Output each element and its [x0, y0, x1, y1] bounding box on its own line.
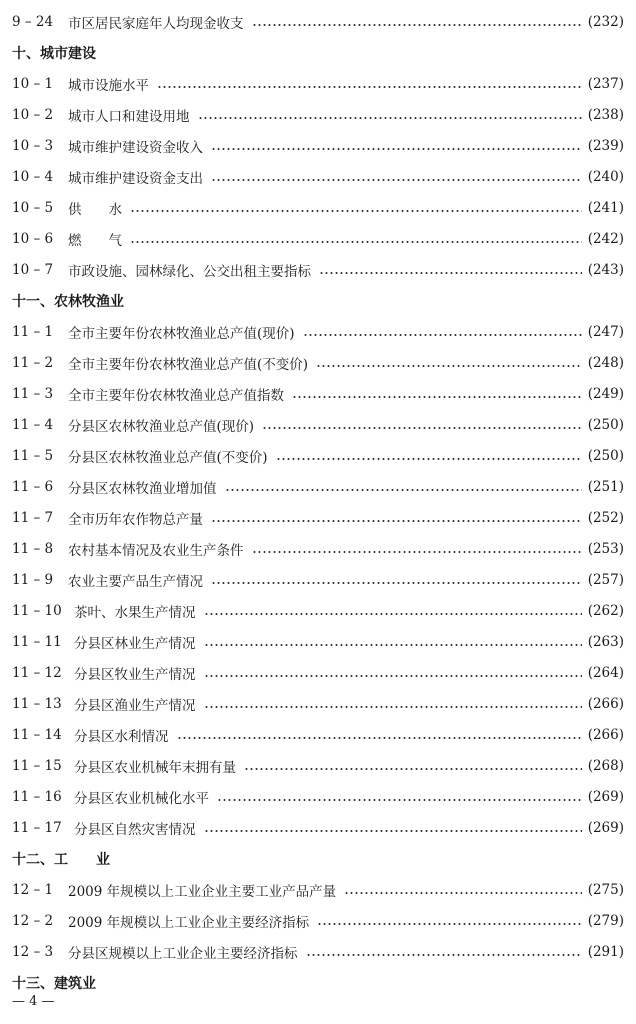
- dot-leader: [344, 892, 582, 894]
- entry-number: 11 – 17: [12, 819, 62, 836]
- toc-entry[interactable]: [12, 409, 624, 440]
- entry-number: 11 – 5: [12, 447, 54, 464]
- entry-title: 分县区林业生产情况: [74, 635, 196, 652]
- dot-leader: [130, 241, 582, 243]
- toc-entry[interactable]: [12, 223, 624, 254]
- entry-page: (232): [587, 13, 624, 30]
- section-title: 十、城市建设: [12, 45, 96, 62]
- entry-title: 城市维护建设资金支出: [68, 170, 203, 187]
- entry-page: (262): [587, 602, 624, 619]
- entry-title: 全市主要年份农林牧渔业总产值(不变价): [68, 356, 309, 373]
- section-heading: [12, 843, 624, 874]
- entry-page: (243): [587, 261, 624, 278]
- entry-page: (266): [587, 726, 624, 743]
- entry-title: 市政设施、园林绿化、公交出租主要指标: [68, 263, 311, 280]
- entry-title: 农村基本情况及农业生产条件: [68, 542, 244, 559]
- dot-leader: [319, 272, 582, 274]
- dot-leader: [204, 675, 583, 677]
- entry-page: (240): [587, 168, 624, 185]
- dot-leader: [211, 179, 582, 181]
- entry-title: 分县区农业机械年末拥有量: [74, 759, 236, 776]
- entry-page: (291): [587, 943, 624, 960]
- entry-title: 燃 气: [68, 232, 122, 249]
- section-title: 十三、建筑业: [12, 975, 96, 992]
- toc-entry[interactable]: [12, 254, 624, 285]
- dot-leader: [204, 830, 583, 832]
- section-title: 十二、工 业: [12, 851, 110, 868]
- entry-number: 11 – 15: [12, 757, 62, 774]
- toc-entry[interactable]: [12, 440, 624, 471]
- entry-title: 全市主要年份农林牧渔业总产值指数: [68, 387, 284, 404]
- entry-title: 分县区水利情况: [74, 728, 169, 745]
- toc-entry[interactable]: [12, 626, 624, 657]
- toc-entry[interactable]: [12, 533, 624, 564]
- entry-page: (269): [587, 819, 624, 836]
- toc-entry[interactable]: [12, 130, 624, 161]
- entry-number: 11 – 7: [12, 509, 54, 526]
- toc-entry[interactable]: [12, 564, 624, 595]
- dot-leader: [276, 458, 582, 460]
- entry-page: (239): [587, 137, 624, 154]
- dot-leader: [316, 365, 582, 367]
- entry-title: 分县区规模以上工业企业主要经济指标: [68, 945, 298, 962]
- dot-leader: [204, 706, 583, 708]
- dot-leader: [262, 427, 582, 429]
- entry-title: 分县区农业机械化水平: [74, 790, 209, 807]
- entry-number: 12 – 2: [12, 912, 54, 929]
- entry-number: 10 – 5: [12, 199, 54, 216]
- entry-page: (268): [587, 757, 624, 774]
- entry-number: 11 – 1: [12, 323, 54, 340]
- toc-entry[interactable]: [12, 719, 624, 750]
- entry-page: (253): [587, 540, 624, 557]
- entry-page: (241): [587, 199, 624, 216]
- dot-leader: [317, 923, 582, 925]
- entry-number: 10 – 2: [12, 106, 54, 123]
- toc-entry[interactable]: [12, 161, 624, 192]
- entry-number: 9 – 24: [12, 13, 54, 30]
- entry-number: 11 – 9: [12, 571, 54, 588]
- table-of-contents: [12, 6, 624, 998]
- dot-leader: [177, 737, 583, 739]
- entry-number: 11 – 3: [12, 385, 54, 402]
- entry-page: (252): [587, 509, 624, 526]
- dot-leader: [306, 954, 583, 956]
- entry-title: 分县区自然灾害情况: [74, 821, 196, 838]
- dot-leader: [204, 613, 583, 615]
- entry-page: (247): [587, 323, 624, 340]
- entry-title: 分县区渔业生产情况: [74, 697, 196, 714]
- entry-page: (266): [587, 695, 624, 712]
- toc-entry[interactable]: [12, 905, 624, 936]
- entry-number: 11 – 8: [12, 540, 54, 557]
- entry-title: 供 水: [68, 201, 122, 218]
- dot-leader: [244, 768, 582, 770]
- dot-leader: [225, 489, 583, 491]
- section-heading: [12, 285, 624, 316]
- section-heading: [12, 967, 624, 998]
- entry-page: (257): [587, 571, 624, 588]
- entry-title: 2009 年规模以上工业企业主要工业产品产量: [68, 883, 337, 900]
- entry-title: 全市主要年份农林牧渔业总产值(现价): [68, 325, 295, 342]
- entry-number: 11 – 4: [12, 416, 54, 433]
- entry-title: 市区居民家庭年人均现金收支: [68, 15, 244, 32]
- entry-number: 12 – 3: [12, 943, 54, 960]
- toc-entry[interactable]: [12, 688, 624, 719]
- entry-page: (250): [587, 447, 624, 464]
- entry-page: (249): [587, 385, 624, 402]
- toc-entry[interactable]: [12, 471, 624, 502]
- toc-entry[interactable]: [12, 192, 624, 223]
- entry-number: 11 – 2: [12, 354, 54, 371]
- toc-entry[interactable]: [12, 6, 624, 37]
- entry-title: 分县区农林牧渔业总产值(不变价): [68, 449, 268, 466]
- entry-title: 2009 年规模以上工业企业主要经济指标: [68, 914, 310, 931]
- entry-page: (275): [587, 881, 624, 898]
- entry-title: 城市维护建设资金收入: [68, 139, 203, 156]
- toc-entry[interactable]: [12, 68, 624, 99]
- entry-page: (238): [587, 106, 624, 123]
- dot-leader: [303, 334, 582, 336]
- entry-number: 11 – 13: [12, 695, 62, 712]
- dot-leader: [217, 799, 582, 801]
- toc-entry[interactable]: [12, 750, 624, 781]
- entry-number: 10 – 3: [12, 137, 54, 154]
- entry-page: (250): [587, 416, 624, 433]
- dot-leader: [211, 582, 582, 584]
- toc-entry[interactable]: [12, 936, 624, 967]
- toc-entry[interactable]: [12, 99, 624, 130]
- entry-title: 全市历年农作物总产量: [68, 511, 203, 528]
- entry-number: 11 – 10: [12, 602, 62, 619]
- dot-leader: [292, 396, 582, 398]
- entry-page: (251): [587, 478, 624, 495]
- entry-page: (248): [587, 354, 624, 371]
- entry-number: 10 – 1: [12, 75, 54, 92]
- page-number: — 4 —: [12, 994, 55, 1009]
- entry-number: 11 – 6: [12, 478, 54, 495]
- section-title: 十一、农林牧渔业: [12, 293, 124, 310]
- toc-entry[interactable]: [12, 812, 624, 843]
- entry-page: (279): [587, 912, 624, 929]
- dot-leader: [252, 24, 583, 26]
- dot-leader: [252, 551, 583, 553]
- toc-entry[interactable]: [12, 502, 624, 533]
- toc-entry[interactable]: [12, 347, 624, 378]
- toc-entry[interactable]: [12, 316, 624, 347]
- entry-number: 11 – 14: [12, 726, 62, 743]
- entry-number: 10 – 6: [12, 230, 54, 247]
- entry-number: 10 – 7: [12, 261, 54, 278]
- entry-number: 11 – 11: [12, 633, 62, 650]
- toc-entry[interactable]: [12, 378, 624, 409]
- entry-page: (263): [587, 633, 624, 650]
- entry-number: 11 – 12: [12, 664, 62, 681]
- section-heading: [12, 37, 624, 68]
- entry-page: (242): [587, 230, 624, 247]
- toc-entry[interactable]: [12, 781, 624, 812]
- dot-leader: [204, 644, 583, 646]
- dot-leader: [157, 86, 582, 88]
- entry-page: (269): [587, 788, 624, 805]
- dot-leader: [211, 148, 582, 150]
- entry-title: 城市设施水平: [68, 77, 149, 94]
- toc-entry[interactable]: [12, 595, 624, 626]
- entry-title: 分县区牧业生产情况: [74, 666, 196, 683]
- entry-page: (237): [587, 75, 624, 92]
- toc-entry[interactable]: [12, 657, 624, 688]
- entry-title: 城市人口和建设用地: [68, 108, 190, 125]
- entry-title: 农业主要产品生产情况: [68, 573, 203, 590]
- entry-number: 11 – 16: [12, 788, 62, 805]
- entry-number: 12 – 1: [12, 881, 54, 898]
- entry-number: 10 – 4: [12, 168, 54, 185]
- entry-title: 分县区农林牧渔业增加值: [68, 480, 217, 497]
- toc-entry[interactable]: [12, 874, 624, 905]
- dot-leader: [211, 520, 582, 522]
- entry-page: (264): [587, 664, 624, 681]
- dot-leader: [130, 210, 582, 212]
- entry-title: 茶叶、水果生产情况: [74, 604, 196, 621]
- entry-title: 分县区农林牧渔业总产值(现价): [68, 418, 255, 435]
- dot-leader: [198, 117, 583, 119]
